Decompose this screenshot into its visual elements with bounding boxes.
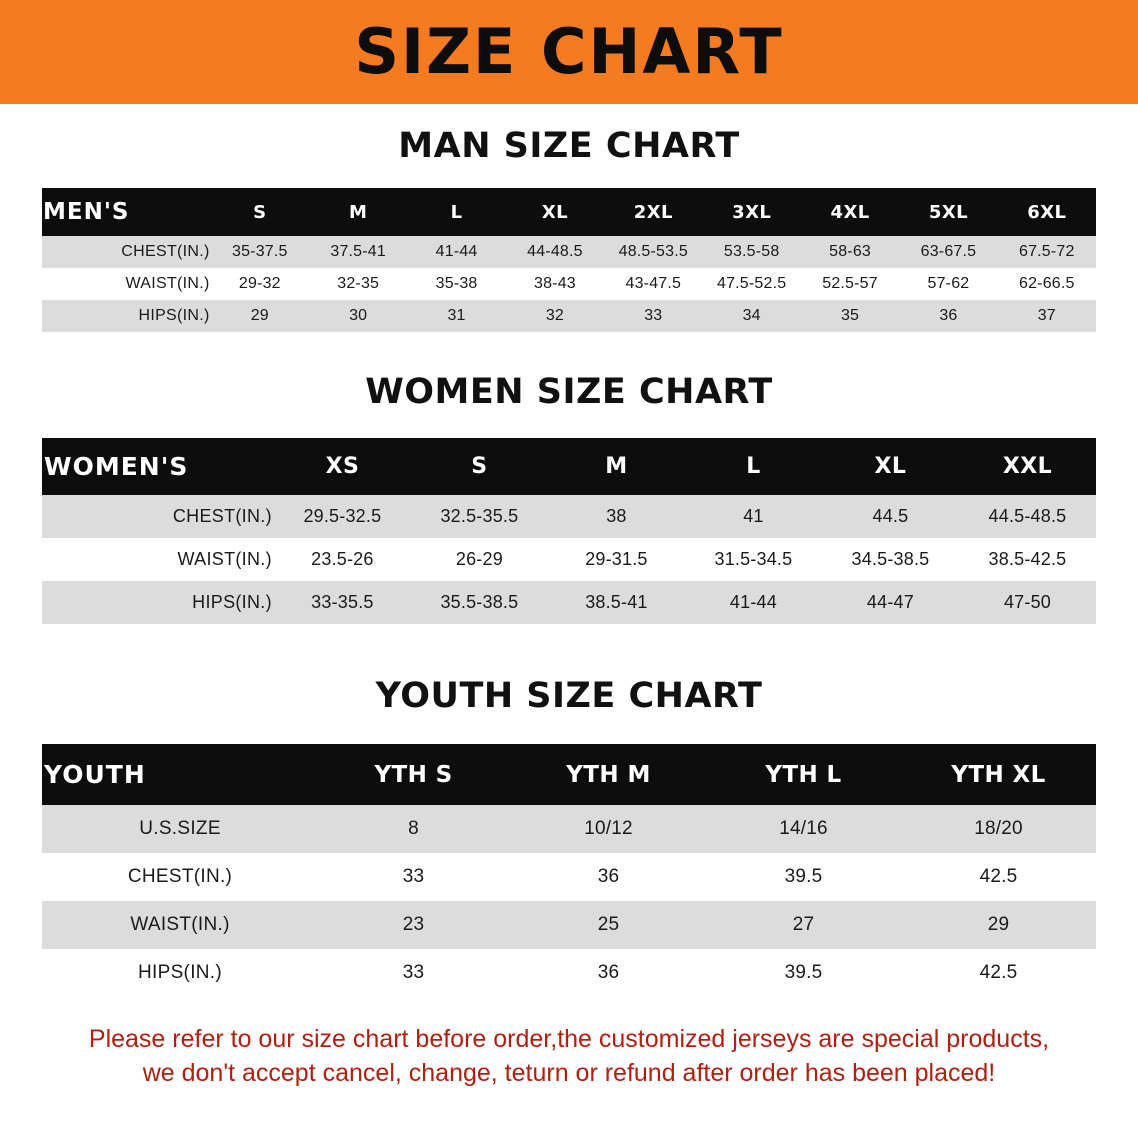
table-cell: 37 <box>998 300 1096 332</box>
table-cell: 18/20 <box>901 805 1096 853</box>
women-section-title: WOMEN SIZE CHART <box>365 372 773 412</box>
table-cell: 39.5 <box>706 949 901 997</box>
table-cell: 52.5-57 <box>801 268 899 300</box>
table-cell: 33 <box>316 853 511 901</box>
table-cell: 44-48.5 <box>506 236 604 268</box>
men-row-label: HIPS(IN.) <box>42 300 211 332</box>
men-column-header-6: 3XL <box>703 188 801 236</box>
table-cell: 35.5-38.5 <box>411 581 548 624</box>
table-cell: 41-44 <box>407 236 505 268</box>
table-row <box>42 805 1096 853</box>
women-table-body <box>42 495 1096 624</box>
table-cell: 41-44 <box>685 581 822 624</box>
man-size-table-wrap <box>42 188 1096 332</box>
table-row <box>42 268 1096 300</box>
table-row <box>42 538 1096 581</box>
header-banner <box>0 0 1138 104</box>
table-cell: 41 <box>685 495 822 538</box>
table-header-row <box>42 744 1096 805</box>
youth-row-label: U.S.SIZE <box>42 805 316 853</box>
table-cell: 36 <box>511 949 706 997</box>
table-row <box>42 300 1096 332</box>
youth-column-header-2: YTH M <box>511 744 706 805</box>
table-cell: 62-66.5 <box>998 268 1096 300</box>
table-cell: 30 <box>309 300 407 332</box>
youth-table-head <box>42 744 1096 805</box>
youth-row-label: CHEST(IN.) <box>42 853 316 901</box>
youth-corner-label: YOUTH <box>42 744 316 805</box>
women-row-label: CHEST(IN.) <box>42 495 274 538</box>
order-policy-note <box>40 1023 1098 1091</box>
man-size-table <box>42 188 1096 332</box>
table-row <box>42 853 1096 901</box>
youth-row-label: WAIST(IN.) <box>42 901 316 949</box>
women-table-head <box>42 438 1096 495</box>
table-cell: 33 <box>604 300 702 332</box>
table-cell: 44.5-48.5 <box>959 495 1096 538</box>
table-cell: 36 <box>899 300 997 332</box>
table-cell: 47-50 <box>959 581 1096 624</box>
women-column-header-4: L <box>685 438 822 495</box>
table-cell: 29-32 <box>211 268 309 300</box>
table-cell: 44-47 <box>822 581 959 624</box>
table-cell: 10/12 <box>511 805 706 853</box>
table-cell: 42.5 <box>901 853 1096 901</box>
table-cell: 35-38 <box>407 268 505 300</box>
table-cell: 37.5-41 <box>309 236 407 268</box>
table-cell: 32.5-35.5 <box>411 495 548 538</box>
women-column-header-3: M <box>548 438 685 495</box>
table-cell: 23.5-26 <box>274 538 411 581</box>
youth-size-table <box>42 744 1096 997</box>
table-header-row <box>42 438 1096 495</box>
table-cell: 36 <box>511 853 706 901</box>
men-corner-label: MEN'S <box>42 188 211 236</box>
youth-table-body <box>42 805 1096 997</box>
table-cell: 63-67.5 <box>899 236 997 268</box>
table-cell: 38.5-42.5 <box>959 538 1096 581</box>
women-corner-label: WOMEN'S <box>42 438 274 495</box>
table-cell: 35-37.5 <box>211 236 309 268</box>
youth-row-label: HIPS(IN.) <box>42 949 316 997</box>
table-cell: 39.5 <box>706 853 901 901</box>
table-cell: 31.5-34.5 <box>685 538 822 581</box>
women-column-header-2: S <box>411 438 548 495</box>
table-cell: 42.5 <box>901 949 1096 997</box>
table-header-row <box>42 188 1096 236</box>
table-cell: 29-31.5 <box>548 538 685 581</box>
men-row-label: CHEST(IN.) <box>42 236 211 268</box>
women-size-table-wrap <box>42 438 1096 624</box>
table-cell: 14/16 <box>706 805 901 853</box>
table-cell: 29 <box>901 901 1096 949</box>
table-row <box>42 949 1096 997</box>
table-cell: 26-29 <box>411 538 548 581</box>
table-cell: 23 <box>316 901 511 949</box>
man-section-title: MAN SIZE CHART <box>398 126 740 166</box>
table-cell: 25 <box>511 901 706 949</box>
table-cell: 38.5-41 <box>548 581 685 624</box>
men-row-label: WAIST(IN.) <box>42 268 211 300</box>
table-cell: 33-35.5 <box>274 581 411 624</box>
men-column-header-1: S <box>211 188 309 236</box>
men-column-header-8: 5XL <box>899 188 997 236</box>
note-line-2: we don't accept cancel, change, teturn or refund after order has been placed! <box>142 1058 996 1087</box>
table-cell: 27 <box>706 901 901 949</box>
youth-column-header-4: YTH XL <box>901 744 1096 805</box>
youth-column-header-1: YTH S <box>316 744 511 805</box>
women-column-header-1: XS <box>274 438 411 495</box>
men-column-header-3: L <box>407 188 505 236</box>
table-cell: 38 <box>548 495 685 538</box>
table-cell: 31 <box>407 300 505 332</box>
table-cell: 38-43 <box>506 268 604 300</box>
women-size-table <box>42 438 1096 624</box>
table-cell: 47.5-52.5 <box>703 268 801 300</box>
man-table-head <box>42 188 1096 236</box>
table-cell: 34 <box>703 300 801 332</box>
table-row <box>42 901 1096 949</box>
table-cell: 29 <box>211 300 309 332</box>
women-row-label: WAIST(IN.) <box>42 538 274 581</box>
table-row <box>42 495 1096 538</box>
table-cell: 35 <box>801 300 899 332</box>
table-cell: 67.5-72 <box>998 236 1096 268</box>
man-table-body <box>42 236 1096 332</box>
table-cell: 43-47.5 <box>604 268 702 300</box>
table-row <box>42 236 1096 268</box>
men-column-header-7: 4XL <box>801 188 899 236</box>
table-cell: 58-63 <box>801 236 899 268</box>
women-row-label: HIPS(IN.) <box>42 581 274 624</box>
youth-section-title: YOUTH SIZE CHART <box>375 676 763 716</box>
youth-size-table-wrap <box>42 744 1096 997</box>
women-column-header-6: XXL <box>959 438 1096 495</box>
table-row <box>42 581 1096 624</box>
table-cell: 29.5-32.5 <box>274 495 411 538</box>
men-column-header-5: 2XL <box>604 188 702 236</box>
men-column-header-9: 6XL <box>998 188 1096 236</box>
note-line-1: Please refer to our size chart before order,the customized jerseys are special products, <box>88 1025 1050 1053</box>
table-cell: 44.5 <box>822 495 959 538</box>
table-cell: 32 <box>506 300 604 332</box>
table-cell: 34.5-38.5 <box>822 538 959 581</box>
youth-column-header-3: YTH L <box>706 744 901 805</box>
men-column-header-4: XL <box>506 188 604 236</box>
table-cell: 48.5-53.5 <box>604 236 702 268</box>
table-cell: 53.5-58 <box>703 236 801 268</box>
table-cell: 8 <box>316 805 511 853</box>
table-cell: 57-62 <box>899 268 997 300</box>
table-cell: 33 <box>316 949 511 997</box>
men-column-header-2: M <box>309 188 407 236</box>
table-cell: 32-35 <box>309 268 407 300</box>
women-column-header-5: XL <box>822 438 959 495</box>
page-title: SIZE CHART <box>354 15 784 88</box>
